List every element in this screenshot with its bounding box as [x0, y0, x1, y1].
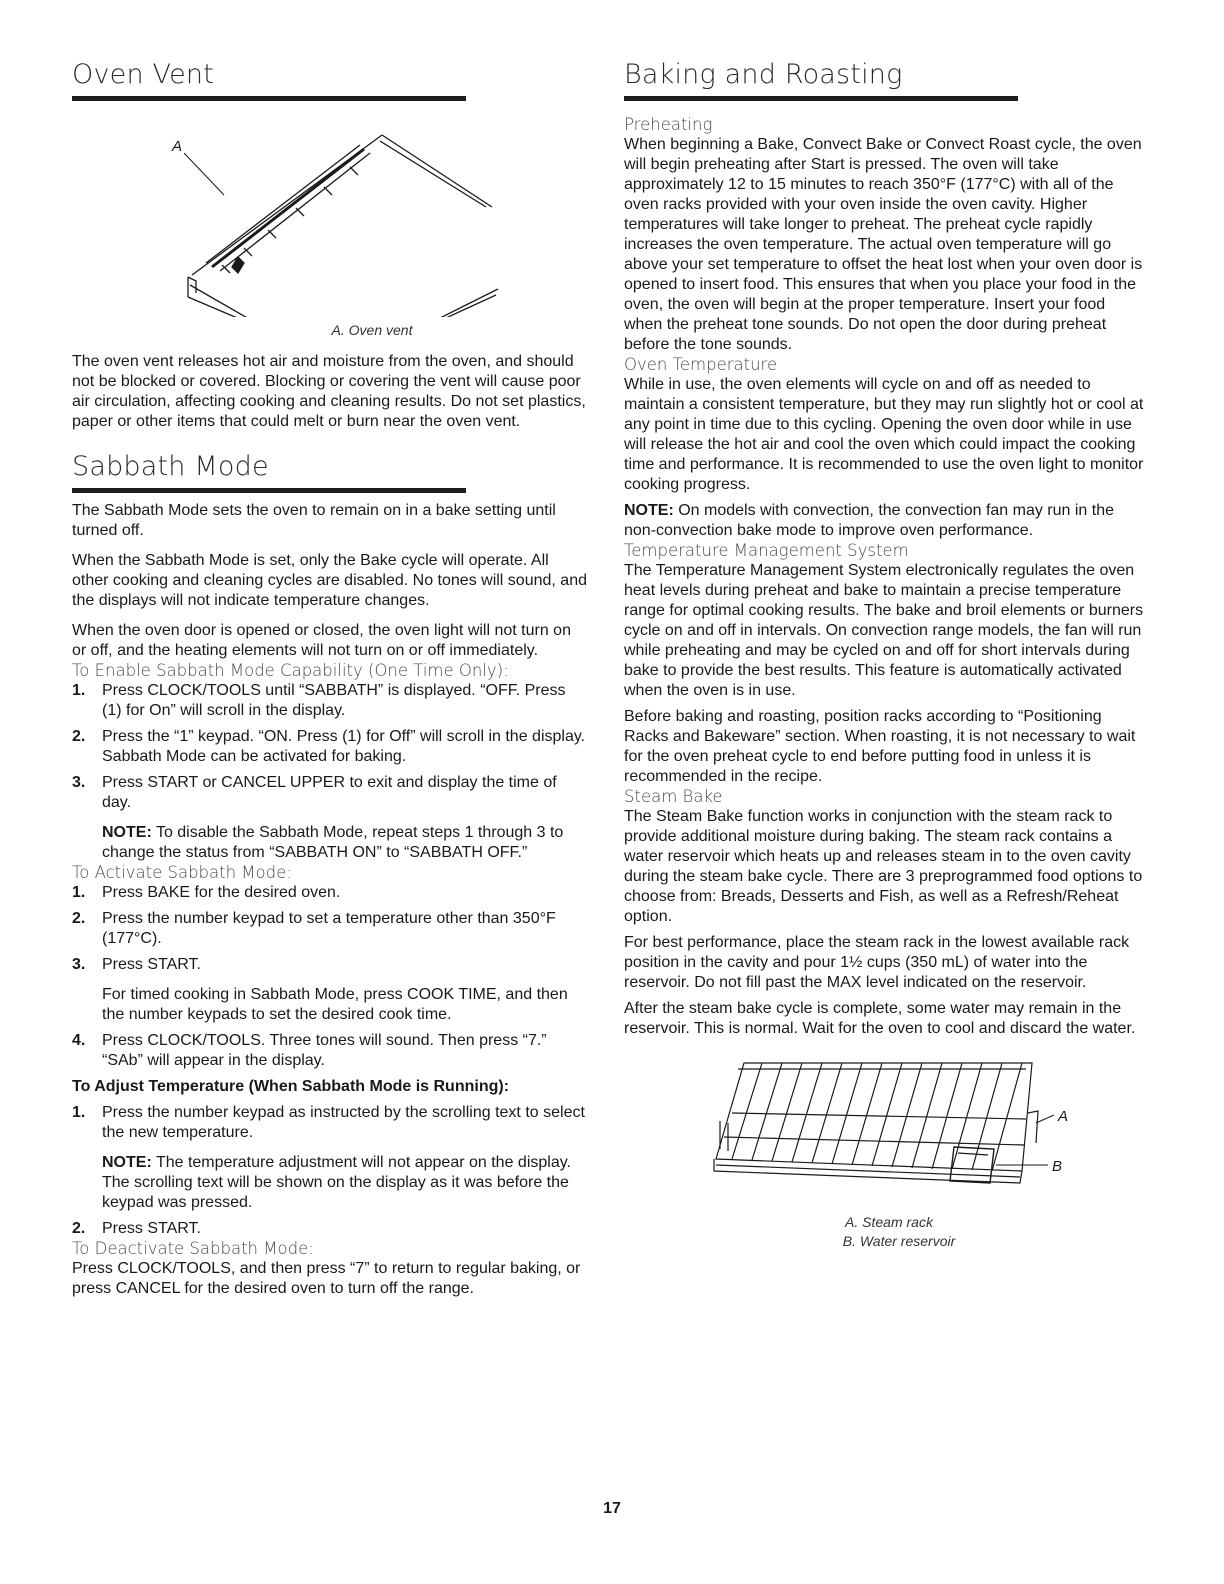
adjust-note: NOTE: The temperature adjustment will not appear on the display. The scrolling text will be shown on the display as it was before the keypad was pressed.	[102, 1154, 571, 1211]
rack-label-b: B	[1052, 1158, 1063, 1175]
water-reservoir-caption-b: B. Water reservoir	[842, 1233, 956, 1249]
oven-temperature-note: NOTE: On models with convection, the convection fan may run in the non-convection bake mode to improve oven performance.	[624, 502, 1115, 539]
adjust-steps-list	[72, 1103, 588, 1239]
steam-rack-caption-a: A. Steam rack	[845, 1214, 933, 1230]
enable-note: NOTE: To disable the Sabbath Mode, repeat steps 1 through 3 to change the status from “SABBATH ON” to “SABBATH OFF.”	[102, 824, 564, 861]
list-item: 4. Press CLOCK/TOOLS. Three tones will sound. Then press “7.” “SAb” will appear in the display.	[72, 1032, 547, 1069]
baking-roasting-heading: Baking and Roasting	[624, 58, 1018, 101]
enable-sabbath-heading: To Enable Sabbath Mode Capability (One Time Only):	[72, 661, 509, 680]
steam-rack-illustration	[624, 1053, 1144, 1213]
steam-bake-body-2: For best performance, place the steam rack in the lowest available rack position in the cavity and pour 1½ cups (350 mL) of water into the reservoir. Do not fill past the MAX level indicated on the reservoir.	[624, 934, 1130, 991]
steam-bake-body: The Steam Bake function works in conjunction with the steam rack to provide additional moisture during baking. The steam rack contains a water reservoir which heats up and releases steam in to the oven cavity during the steam bake cycle. There are 3 preprogrammed food options to choose from: Breads, Desserts and Fish, as well as a Refresh/Reheat option.	[624, 808, 1143, 925]
list-item: 2. Press the “1” keypad. “ON. Press (1) for Off” will scroll in the display. Sabbath Mode can be activated for baking.	[72, 728, 586, 765]
list-item: 3. Press START or CANCEL UPPER to exit and display the time of day. NOTE: To disable the Sabbath Mode, repeat steps 1 through 3 to change the status from “SABBATH ON” to “SABBATH OFF.”	[72, 773, 588, 863]
sabbath-mode-heading: Sabbath Mode	[72, 450, 466, 493]
timed-cooking-note: For timed cooking in Sabbath Mode, press COOK TIME, and then the number keypads to set the desired cook time.	[102, 986, 568, 1023]
list-item: 1. Press CLOCK/TOOLS until “SABBATH” is displayed. “OFF. Press (1) for On” will scroll in the display.	[72, 682, 566, 719]
left-column	[72, 58, 588, 1299]
list-item: 2. Press the number keypad to set a temperature other than 350°F (177°C).	[72, 910, 556, 947]
tms-heading: Temperature Management System	[624, 541, 909, 560]
oven-vent-illustration	[72, 117, 588, 317]
tms-body: The Temperature Management System electronically regulates the oven heat levels during preheat and bake to maintain a precise temperature range for optimal cooking results. The bake and broil elements or burners cycle on and off in intervals. On convection range models, the fan will run while preheating and may be cycled on and off for short intervals during bake to provide the best results. This feature is automatically activated when the oven is in use.	[624, 562, 1144, 699]
list-item: 3. Press START. For timed cooking in Sabbath Mode, press COOK TIME, and then the number keypads to set the desired cook time.	[72, 955, 588, 1025]
vent-label-a: A	[172, 138, 183, 155]
right-column	[624, 58, 1144, 1251]
sabbath-p2: When the Sabbath Mode is set, only the Bake cycle will operate. All other cooking and cleaning cycles are disabled. No tones will sound, and the displays will not indicate temperature changes.	[72, 552, 587, 609]
steam-rack-figure	[624, 1053, 1144, 1213]
deactivate-body: Press CLOCK/TOOLS, and then press “7” to return to regular baking, or press CANCEL for the desired oven to turn off the range.	[72, 1260, 581, 1297]
deactivate-sabbath-heading: To Deactivate Sabbath Mode:	[72, 1239, 314, 1258]
oven-temperature-heading: Oven Temperature	[624, 355, 778, 374]
steam-bake-body-3: After the steam bake cycle is complete, some water may remain in the reservoir. This is normal. Wait for the oven to cool and discard the water.	[624, 1000, 1136, 1037]
rack-label-a: A	[1058, 1108, 1069, 1125]
activate-steps-list	[72, 883, 588, 1071]
tms-body-2: Before baking and roasting, position racks according to “Positioning Racks and Bakeware” section. When roasting, it is not necessary to wait for the oven preheat cycle to end before putting food in unless it is recommended in the recipe.	[624, 708, 1136, 785]
steam-bake-heading: Steam Bake	[624, 787, 723, 806]
activate-sabbath-heading: To Activate Sabbath Mode:	[72, 863, 292, 882]
list-item: 2. Press START.	[72, 1220, 201, 1237]
preheating-heading: Preheating	[624, 115, 713, 134]
oven-vent-caption: A. Oven vent	[331, 322, 413, 338]
page-number: 17	[603, 1500, 621, 1517]
preheating-body: When beginning a Bake, Convect Bake or Convect Roast cycle, the oven will begin preheating after Start is pressed. The oven will take approximately 12 to 15 minutes to reach 350°F (177°C) with all of the oven racks provided with your oven inside the oven cavity. Higher temperatures will take longer to preheat. The preheat cycle rapidly increases the oven temperature. The actual oven temperature will go above your set temperature to offset the heat lost when your oven door is opened to insert food. This ensures that when you place your food in the oven, the oven will begin at the proper temperature. Insert your food when the preheat tone sounds. Do not open the door during preheat before the tone sounds.	[624, 136, 1143, 353]
enable-steps-list	[72, 681, 588, 863]
adjust-temperature-heading: To Adjust Temperature (When Sabbath Mode is Running):	[72, 1078, 510, 1095]
sabbath-p1: The Sabbath Mode sets the oven to remain on in a bake setting until turned off.	[72, 502, 556, 539]
oven-vent-figure	[72, 117, 588, 317]
oven-temperature-body: While in use, the oven elements will cycle on and off as needed to maintain a consistent temperature, but they may run slightly hot or cool at any point in time due to this cycling. Opening the oven door while in use will release the hot air and cool the oven which could impact the cooking time and performance. It is recommended to use the oven light to monitor cooking progress.	[624, 376, 1144, 493]
oven-vent-heading: Oven Vent	[72, 58, 466, 101]
list-item: 1. Press the number keypad as instructed by the scrolling text to select the new temperature. NOTE: The temperature adjustment will not appear on the display. The scrolling text will be shown on the display as it was before the keypad was pressed.	[72, 1103, 588, 1213]
oven-vent-body: The oven vent releases hot air and moisture from the oven, and should not be blocked or covered. Blocking or covering the vent will cause poor air circulation, affecting cooking and cleaning results. Do not set plastics, paper or other items that could melt or burn near the oven vent.	[72, 353, 586, 430]
list-item: 1. Press BAKE for the desired oven.	[72, 884, 341, 901]
sabbath-p3: When the oven door is opened or closed, the oven light will not turn on or off, and the heating elements will not turn on or off immediately.	[72, 622, 571, 659]
